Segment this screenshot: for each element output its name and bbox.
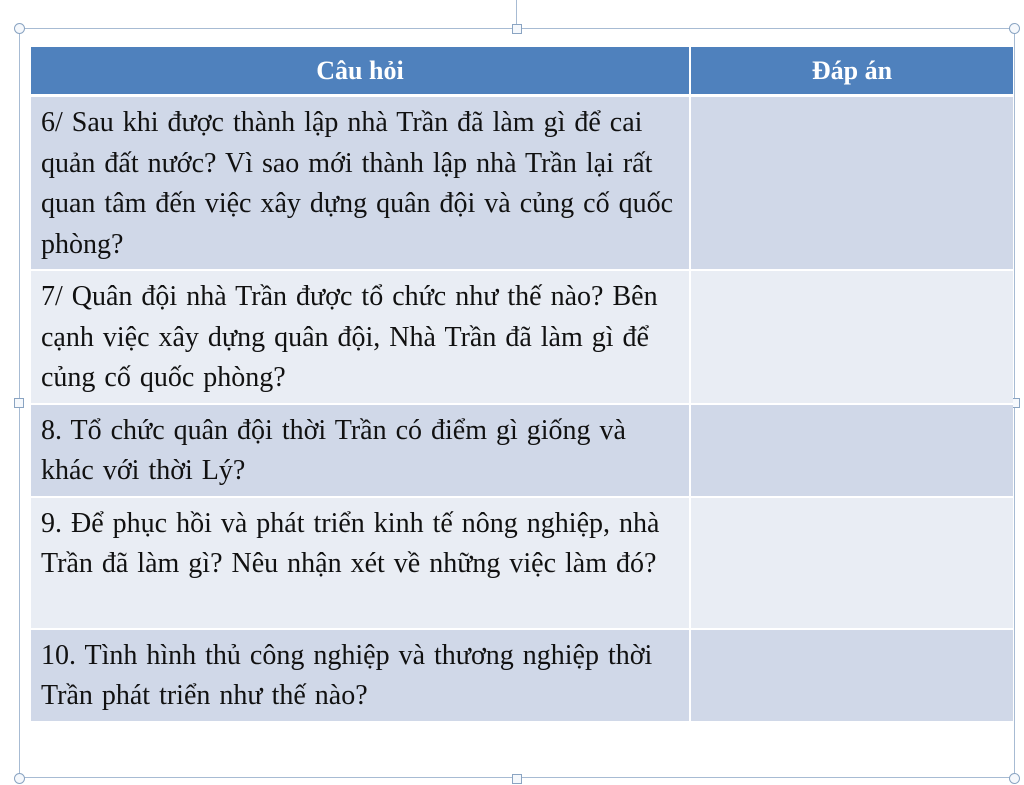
table-header-row xyxy=(31,47,1013,96)
resize-handle-left[interactable] xyxy=(14,398,24,408)
table-row xyxy=(31,96,1013,271)
header-answer[interactable]: Đáp án xyxy=(690,47,1013,96)
header-question[interactable]: Câu hỏi xyxy=(31,47,690,96)
table-row xyxy=(31,270,1013,404)
answer-cell[interactable] xyxy=(690,404,1013,497)
question-cell[interactable]: 6/ Sau khi được thành lập nhà Trần đã làm gì để cai quản đất nước? Vì sao mới thành lập nhà Trần lại rất quan tâm đến việc xây dựng quân đội và củng cố quốc phòng? xyxy=(31,96,690,271)
question-cell[interactable]: 7/ Quân đội nhà Trần được tổ chức như thế nào? Bên cạnh việc xây dựng quân đội, Nhà Trần đã làm gì để củng cố quốc phòng? xyxy=(31,270,690,404)
resize-handle-top[interactable] xyxy=(512,24,522,34)
question-cell[interactable]: 10. Tình hình thủ công nghiệp và thương nghiệp thời Trần phát triển như thế nào? xyxy=(31,629,690,722)
answer-cell[interactable] xyxy=(690,497,1013,629)
answer-cell[interactable] xyxy=(690,96,1013,271)
question-answer-table[interactable] xyxy=(31,47,1013,723)
table-row xyxy=(31,497,1013,629)
resize-handle-bottom-left[interactable] xyxy=(14,773,25,784)
question-cell[interactable]: 8. Tổ chức quân đội thời Trần có điểm gì giống và khác với thời Lý? xyxy=(31,404,690,497)
answer-cell[interactable] xyxy=(690,270,1013,404)
answer-cell[interactable] xyxy=(690,629,1013,722)
question-cell[interactable]: 9. Để phục hồi và phát triển kinh tế nông nghiệp, nhà Trần đã làm gì? Nêu nhận xét về những việc làm đó? xyxy=(31,497,690,629)
table-row xyxy=(31,404,1013,497)
resize-handle-top-right[interactable] xyxy=(1009,23,1020,34)
resize-handle-bottom-right[interactable] xyxy=(1009,773,1020,784)
resize-handle-bottom[interactable] xyxy=(512,774,522,784)
resize-handle-top-left[interactable] xyxy=(14,23,25,34)
table-row xyxy=(31,629,1013,722)
